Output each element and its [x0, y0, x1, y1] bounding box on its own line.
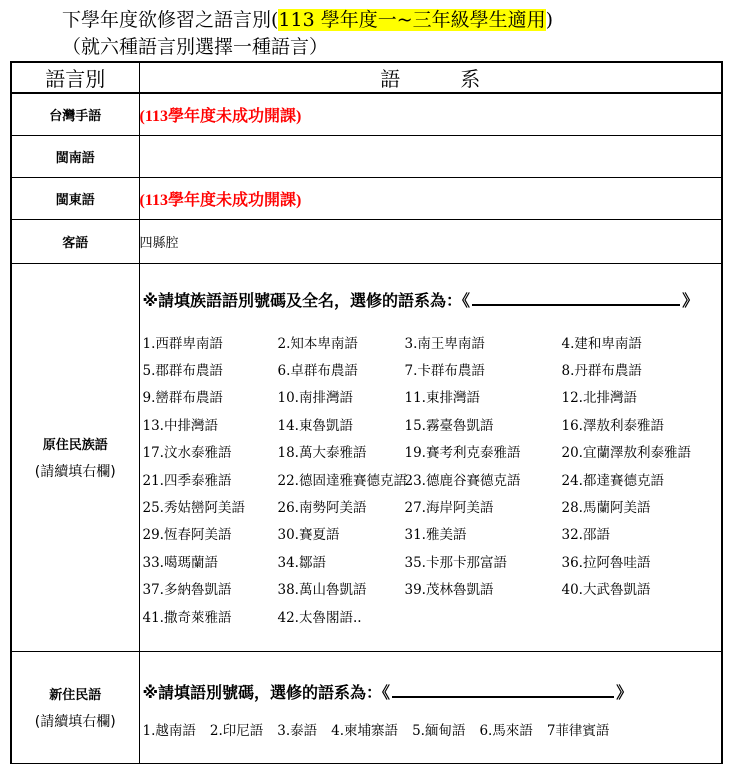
indigenous-language-item: 39.茂林魯凱語 [404, 582, 494, 599]
new-immigrant-language-list [140, 719, 722, 739]
title-highlight: 113 學年度一~三年級學生適用 [278, 9, 546, 31]
indigenous-language-item: 3.南王卑南語 [404, 335, 485, 352]
indigenous-language-item: 1.西群卑南語 [142, 335, 223, 352]
row-value-hakka[interactable]: 四縣腔 [139, 219, 722, 263]
indigenous-language-item: 38.萬山魯凱語 [277, 582, 367, 599]
indigenous-language-item: 15.霧臺魯凱語 [404, 417, 494, 434]
table-header-row [11, 62, 722, 93]
row-label-taiwan-sign: 台灣手語 [11, 93, 139, 135]
indigenous-language-item: 29.恆春阿美語 [142, 527, 232, 544]
indigenous-sublabel: (請續填右欄) [34, 463, 116, 480]
indigenous-language-item: 20.宜蘭澤敖利泰雅語 [561, 445, 691, 462]
new-immigrant-language-item: 5.緬甸語 [412, 722, 466, 739]
indigenous-language-item: 27.海岸阿美語 [404, 499, 494, 516]
indigenous-language-item: 12.北排灣語 [561, 390, 637, 407]
indigenous-language-item: 26.南勢阿美語 [277, 499, 367, 516]
indigenous-language-item: 10.南排灣語 [277, 390, 353, 407]
indigenous-language-item: 19.賽考利克泰雅語 [404, 445, 521, 462]
row-label-new-immigrant [11, 651, 139, 763]
new-immigrant-language-item: 2.印尼語 [209, 722, 264, 739]
indigenous-language-list [140, 331, 722, 632]
indigenous-language-item: 7.卡群布農語 [404, 362, 485, 379]
indigenous-language-item: 21.四季泰雅語 [142, 472, 232, 489]
indigenous-label: 原住民族語 [42, 437, 108, 453]
indigenous-language-item: 6.卓群布農語 [277, 362, 358, 379]
indigenous-language-item: 28.馬蘭阿美語 [561, 499, 651, 516]
indigenous-language-item: 42.太魯閣語.. [277, 609, 362, 626]
new-immigrant-row [11, 651, 722, 763]
indigenous-language-item: 22.德固達雅賽德克語 [277, 472, 407, 489]
title-prefix: 下學年度欲修習之語言別( [62, 9, 279, 31]
indigenous-language-item: 30.賽夏語 [277, 527, 340, 544]
new-immigrant-language-item: 4.柬埔寨語 [331, 722, 399, 739]
new-immigrant-prompt [140, 680, 722, 703]
indigenous-language-item: 18.萬大泰雅語 [277, 445, 367, 462]
row-label-minnan: 閩南語 [11, 135, 139, 177]
table-row [11, 219, 722, 263]
title-suffix: ) [545, 9, 554, 31]
indigenous-language-item: 2.知本卑南語 [277, 335, 358, 352]
new-immigrant-answer-blank[interactable] [392, 696, 614, 698]
indigenous-language-item: 17.汶水泰雅語 [142, 445, 232, 462]
table-row [11, 177, 722, 219]
indigenous-language-item: 35.卡那卡那富語 [404, 554, 507, 571]
language-selection-table [10, 61, 723, 764]
indigenous-language-item: 25.秀姑巒阿美語 [142, 499, 245, 516]
row-label-hakka: 客語 [11, 219, 139, 263]
indigenous-language-item: 32.邵語 [561, 527, 610, 544]
new-immigrant-language-item: 6.馬來語 [479, 722, 533, 739]
indigenous-language-item: 8.丹群布農語 [561, 362, 642, 379]
indigenous-prompt-end: 》 [682, 290, 699, 310]
indigenous-language-item: 36.拉阿魯哇語 [561, 554, 651, 571]
row-label-indigenous [11, 263, 139, 651]
row-value-new-immigrant [139, 651, 722, 763]
indigenous-language-item: 16.澤敖利泰雅語 [561, 417, 664, 434]
indigenous-language-item: 11.東排灣語 [404, 390, 480, 407]
indigenous-language-item: 37.多納魯凱語 [142, 582, 232, 599]
table-row [11, 135, 722, 177]
indigenous-language-item: 41.撒奇萊雅語 [142, 609, 232, 626]
indigenous-language-item: 14.東魯凱語 [277, 417, 353, 434]
row-value-mindong[interactable]: (113學年度未成功開課) [139, 177, 722, 219]
indigenous-answer-blank[interactable] [472, 304, 680, 306]
form-subtitle: （就六種語言別選擇一種語言） [62, 36, 329, 58]
new-immigrant-language-item: 3.泰語 [277, 722, 318, 739]
indigenous-row [11, 263, 722, 651]
row-value-minnan[interactable] [139, 135, 722, 177]
indigenous-language-item: 13.中排灣語 [142, 417, 218, 434]
indigenous-language-item: 31.雅美語 [404, 527, 467, 544]
indigenous-language-item: 33.噶瑪蘭語 [142, 554, 218, 571]
row-value-indigenous [139, 263, 722, 651]
new-immigrant-sublabel: (請續填右欄) [34, 713, 116, 730]
row-value-taiwan-sign[interactable]: (113學年度未成功開課) [139, 93, 722, 135]
new-immigrant-label: 新住民語 [49, 687, 102, 703]
indigenous-language-item: 5.郡群布農語 [142, 362, 223, 379]
header-language-type: 語言別 [11, 62, 139, 93]
new-immigrant-prompt-end: 》 [616, 682, 633, 702]
indigenous-prompt-text: ※請填族語語別號碼及全名，選修的語系為：《 [142, 290, 471, 310]
new-immigrant-language-item: 7菲律賓語 [546, 722, 610, 739]
indigenous-language-item: 34.鄒語 [277, 554, 326, 571]
indigenous-language-item: 23.德鹿谷賽德克語 [404, 472, 521, 489]
indigenous-language-item: 40.大武魯凱語 [561, 582, 651, 599]
indigenous-language-item: 24.都達賽德克語 [561, 472, 664, 489]
new-immigrant-language-item: 1.越南語 [142, 722, 196, 739]
indigenous-language-item: 4.建和卑南語 [561, 335, 642, 352]
indigenous-prompt [140, 288, 722, 311]
header-language-family: 語 系 [139, 62, 722, 93]
form-title [62, 6, 553, 34]
new-immigrant-prompt-text: ※請填語別號碼，選修的語系為：《 [142, 682, 391, 702]
row-label-mindong: 閩東語 [11, 177, 139, 219]
indigenous-language-item: 9.巒群布農語 [142, 390, 223, 407]
table-row [11, 93, 722, 135]
